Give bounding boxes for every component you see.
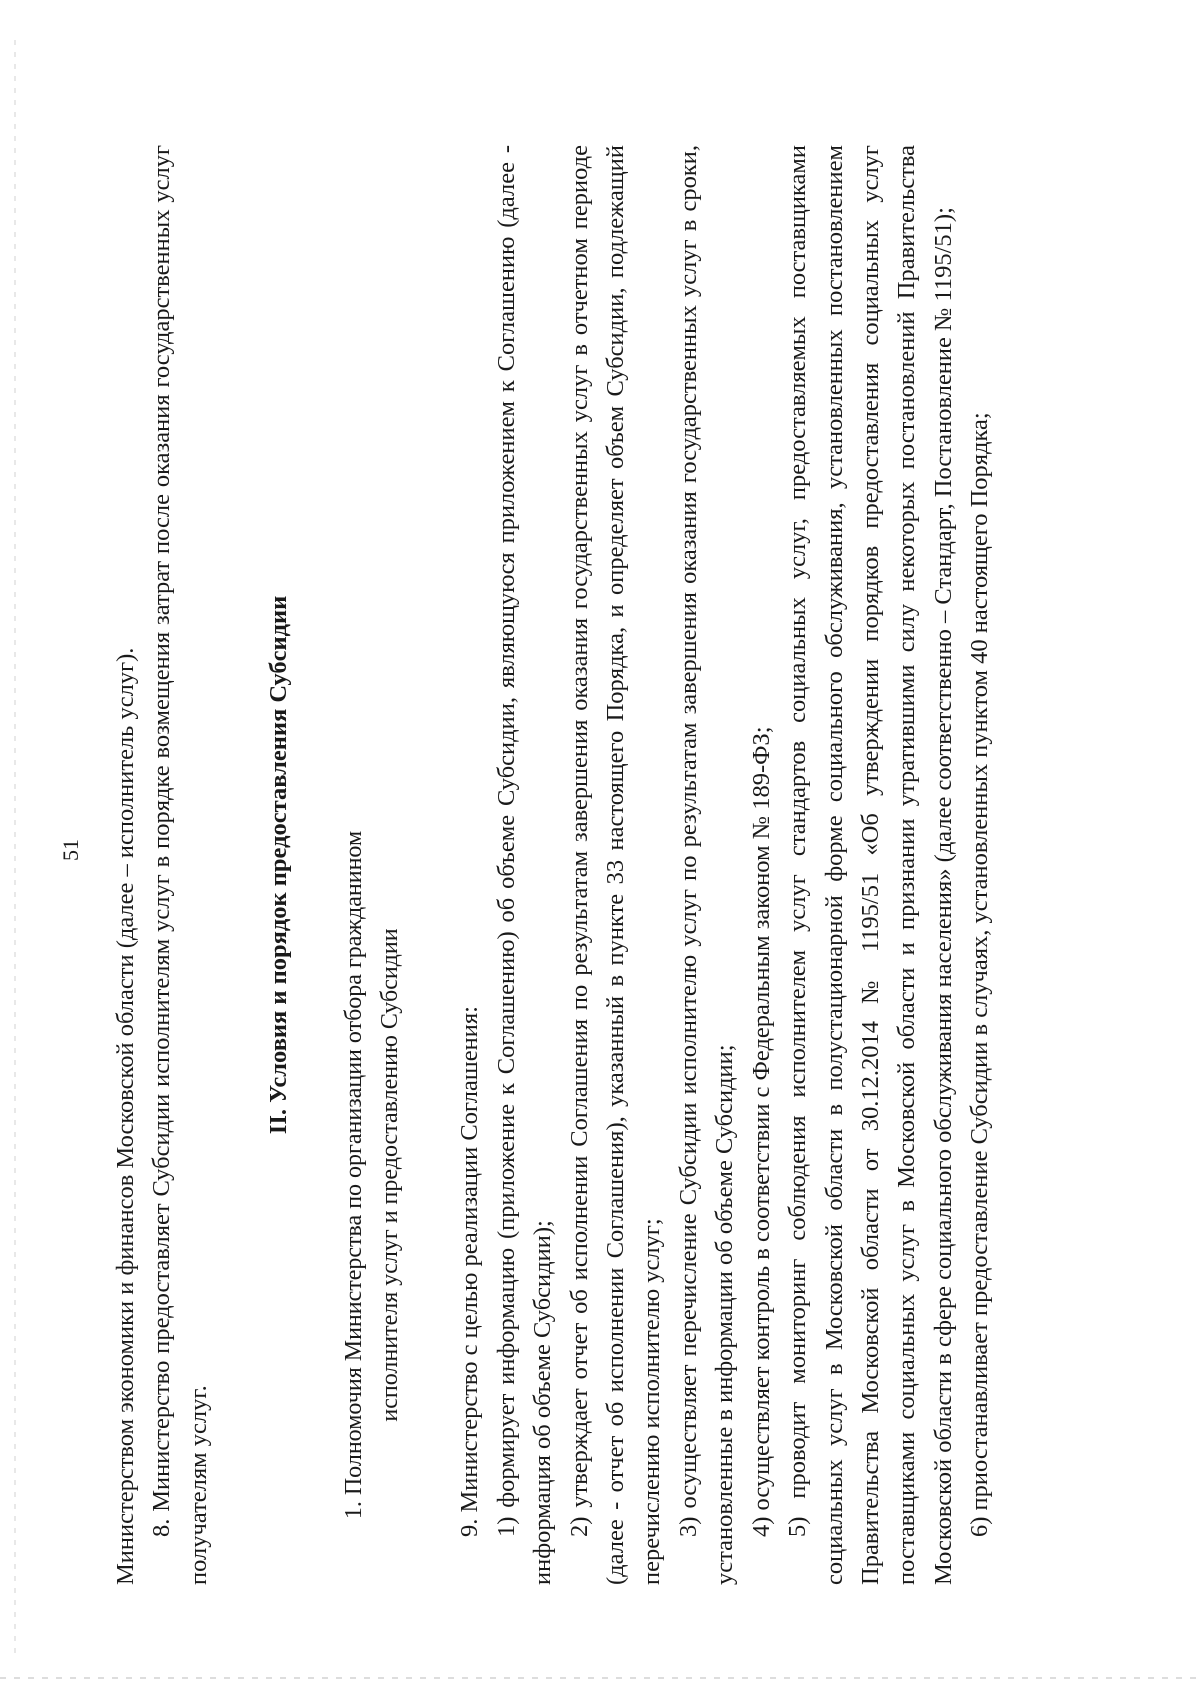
page-number: 51: [58, 839, 83, 861]
list-item-3: 3) осуществляет перечисление Субсидии исполнителю услуг по результатам завершения оказания государственных услуг в сроки, установленные в информации об объеме Субсидии;: [674, 145, 739, 1585]
list-item-2: 2) утверждает отчет об исполнении Соглашения по результатам завершения оказания государственных услуг в отчетном периоде (далее - отчет об исполнении Соглашения), указанный в пункте 33 настоящего Порядка, и определяет объем Субсидии, подлежащий перечислению исполнителю услуг;: [565, 145, 666, 1585]
paragraph-continuation: Министерством экономики и финансов Московской области (далее – исполнитель услуг).: [112, 647, 139, 1585]
paragraph-9: 9. Министерство с целью реализации Соглашения:: [456, 1006, 484, 1537]
paragraph-8: 8. Министерство предоставляет Субсидии исполнителям услуг в порядке возмещения затрат после оказания государственных услуг получателям услуг.: [148, 145, 212, 1585]
list-item-5: 5) проводит мониторинг соблюдения исполнителем услуг стандартов социальных услуг, предоставляемых поставщиками социальных услуг в Московской области в полустационарной форме социального обслуживания, установленных постановлением Правительства Московской области от 30.12.2014 № 1195/51 «Об утверждении порядков предоставления социальных услуг поставщиками социальных услуг в Московской области и признании утратившими силу некоторых постановлений Правительства Московской области в сфере социального обслуживания населения» (далее соответственно – Стандарт, Постановление № 1195/51);: [784, 145, 957, 1585]
subsection-heading: 1. Полномочия Министерства по организации отбора гражданином исполнителя услуг и предоставлению Субсидии: [340, 830, 404, 1520]
list-item-1: 1) формирует информацию (приложение к Соглашению) об объеме Субсидии, являющуюся приложением к Соглашению (далее - информация об объеме Субсидии);: [492, 145, 557, 1585]
rotated-document-page: [0, 20, 1200, 1680]
list-item-4: 4) осуществляет контроль в соответствии с Федеральным законом № 189-ФЗ;: [747, 726, 775, 1537]
document-body: [108, 145, 999, 1585]
section-heading: II. Условия и порядок предоставления Субсидии: [265, 595, 293, 1135]
list-item-6: 6) приостанавливает предоставление Субсидии в случаях, установленных пунктом 40 настоящего Порядка;: [966, 412, 994, 1537]
